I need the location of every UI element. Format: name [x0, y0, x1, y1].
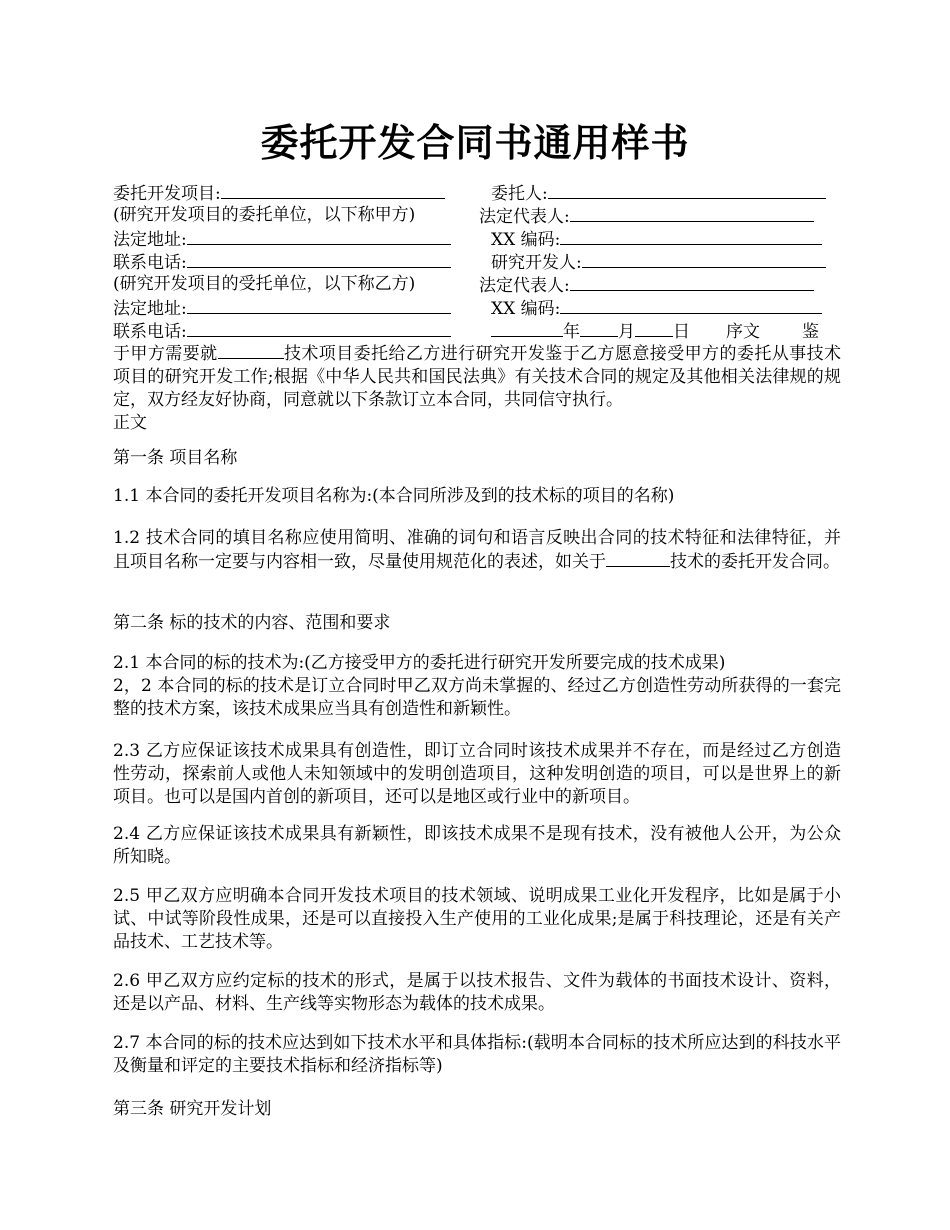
header-row-1-right: [491, 181, 826, 203]
header-row-1-left: [113, 181, 445, 203]
intro-blank[interactable]: [218, 342, 284, 359]
clause-2-2-text: 2，2 本合同的标的技术是订立合同时甲乙双方尚未掌握的、经过乙方创造性劳动所获得的一套完整的技术方案，该技术成果应当具有创造性和新颖性。: [113, 676, 841, 719]
clause-1-1: [113, 485, 841, 508]
client-label: 委托人:: [491, 184, 548, 204]
preamble-whereas: 鉴: [802, 322, 819, 342]
phone-blank-a[interactable]: [187, 250, 451, 268]
legal-rep-label-a: 法定代表人:: [479, 207, 570, 227]
developer-label: 研究开发人:: [491, 253, 582, 273]
article-2-title: 第二条 标的技术的内容、范围和要求: [113, 613, 391, 633]
document-title: 委托开发合同书通用样书: [260, 120, 690, 165]
postcode-blank-a[interactable]: [560, 227, 822, 245]
postcode-label-b: XX 编码:: [491, 299, 561, 319]
header-row-5-left: [113, 273, 415, 295]
project-label: 委托开发项目:: [113, 184, 221, 204]
intro-paragraph: [113, 342, 841, 435]
clause-2-6: [113, 970, 841, 1016]
month-blank[interactable]: [580, 319, 618, 337]
postcode-blank-b[interactable]: [560, 296, 822, 314]
developer-blank[interactable]: [582, 250, 826, 268]
client-blank[interactable]: [548, 181, 826, 199]
address-label-a: 法定地址:: [113, 230, 187, 250]
phone-blank-b[interactable]: [187, 319, 451, 337]
intro-text-a: 于甲方需要就: [113, 344, 218, 364]
article-1-title: 第一条 项目名称: [113, 448, 238, 468]
clause-2-5-text: 2.5 甲乙双方应明确本合同开发技术项目的技术领域、说明成果工业化开发程序，比如是属于小试、中试等阶段性成果，还是可以直接投入生产使用的工业化成果;是属于科技理论，还是有关产品技术、工艺技术等。: [113, 886, 841, 952]
header-date-row: [491, 319, 819, 341]
clause-1-2: [113, 527, 841, 574]
header-row-5-right: [479, 273, 814, 295]
header-row-7-left: [113, 319, 451, 341]
clause-2-3: [113, 740, 841, 809]
article-1-heading: [113, 447, 841, 470]
legal-rep-blank-b[interactable]: [570, 273, 814, 291]
zhengwen-label: 正文: [113, 413, 147, 433]
clause-2-4-text: 2.4 乙方应保证该技术成果具有新颖性，即该技术成果不是现有技术，没有被他人公开，为公众所知晓。: [113, 824, 841, 867]
header-row-4-right: [491, 250, 826, 272]
clause-2-3-text: 2.3 乙方应保证该技术成果具有创造性，即订立合同时该技术成果并不存在，而是经过乙方创造性劳动，探索前人或他人未知领域中的发明创造项目，这种发明创造的项目，可以是世界上的新项目。也可以是国内首创的新项目，还可以是地区或行业中的新项目。: [113, 741, 841, 807]
header-row-4-left: [113, 250, 451, 272]
party-a-note: (研究开发项目的委托单位，以下称甲方): [113, 205, 416, 225]
clause-2-1-text: 2.1 本合同的标的技术为:(乙方接受甲方的委托进行研究开发所要完成的技术成果): [113, 653, 726, 673]
header-row-6-right: [491, 296, 822, 318]
address-label-b: 法定地址:: [113, 299, 187, 319]
header-row-2-left: [113, 204, 415, 226]
intro-text-b: 技术项目委托给乙方进行研究开发鉴于乙方愿意接受甲方的委托从事技术项目的研究开发工作;根据《中华人民共和国民法典》有关技术合同的规定及其他相关法律规的规定，双方经友好协商，同意就以下条款订立本合同，共同信守执行。: [113, 344, 842, 410]
legal-rep-label-b: 法定代表人:: [479, 276, 570, 296]
header-row-6-left: [113, 296, 451, 318]
clause-1-2-text-b: 技术的委托开发合同。: [670, 552, 840, 572]
article-3-heading: [113, 1098, 841, 1121]
year-blank[interactable]: [491, 319, 563, 337]
preamble-label: 序文: [726, 322, 760, 342]
address-blank-b[interactable]: [187, 296, 451, 314]
postcode-label-a: XX 编码:: [491, 230, 561, 250]
clause-1-2-text-a: 1.2 技术合同的填目名称应使用简明、准确的词句和语言反映出合同的技术特征和法律特征，并且项目名称一定要与内容相一致，尽量使用规范化的表述，如关于: [113, 528, 841, 572]
clause-2-1-2: [113, 652, 841, 721]
party-b-note: (研究开发项目的受托单位，以下称乙方): [113, 274, 416, 294]
clause-2-7: [113, 1032, 841, 1078]
project-blank[interactable]: [221, 181, 445, 199]
article-2-heading: [113, 612, 841, 635]
day-blank[interactable]: [635, 319, 673, 337]
legal-rep-blank-a[interactable]: [570, 204, 814, 222]
article-3-title: 第三条 研究开发计划: [113, 1099, 272, 1119]
header-row-3-left: [113, 227, 451, 249]
clause-1-2-blank[interactable]: [606, 550, 670, 567]
clause-2-5: [113, 885, 841, 954]
year-label: 年: [563, 322, 580, 342]
month-label: 月: [618, 322, 635, 342]
clause-2-4: [113, 823, 841, 869]
phone-label-a: 联系电话:: [113, 253, 187, 273]
day-label: 日: [673, 322, 690, 342]
header-row-3-right: [491, 227, 822, 249]
address-blank-a[interactable]: [187, 227, 451, 245]
clause-1-1-text: 1.1 本合同的委托开发项目名称为:(本合同所涉及到的技术标的项目的名称): [113, 486, 675, 506]
header-row-2-right: [479, 204, 814, 226]
clause-2-7-text: 2.7 本合同的标的技术应达到如下技术水平和具体指标:(载明本合同标的技术所应达到的科技水平及衡量和评定的主要技术指标和经济指标等): [113, 1033, 841, 1076]
phone-label-b: 联系电话:: [113, 322, 187, 342]
clause-2-6-text: 2.6 甲乙双方应约定标的技术的形式，是属于以技术报告、文件为载体的书面技术设计、资料，还是以产品、材料、生产线等实物形态为载体的技术成果。: [113, 971, 841, 1014]
